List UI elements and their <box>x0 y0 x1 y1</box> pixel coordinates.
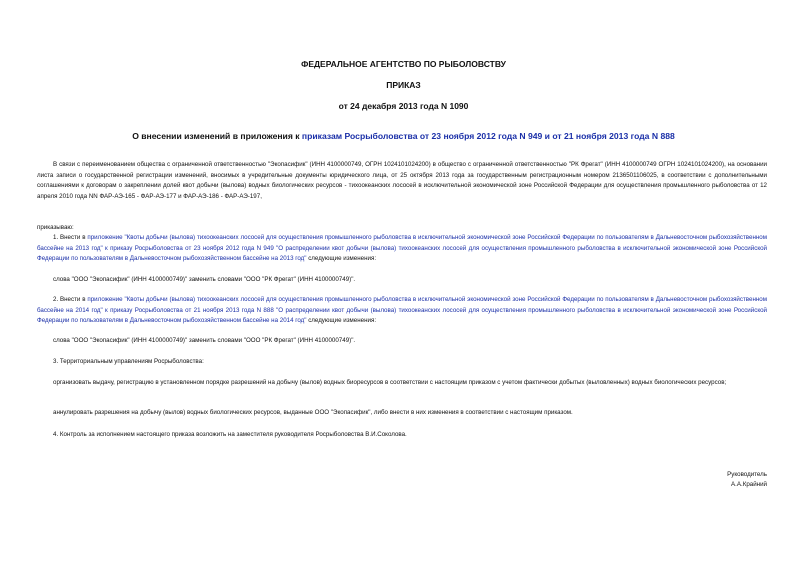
item-2-change: слова "ООО "Экопасифик" (ИНН 4100000749)" заменить словами "ООО "РК Фрегат" (ИНН 4100000749)". <box>53 337 356 344</box>
item-4: 4. Контроль за исполнением настоящего приказа возложить на заместителя руководителя Росрыболовства В.И.Соколова. <box>53 431 407 438</box>
subject-prefix: О внесении изменений в приложения к <box>132 131 302 141</box>
item-3-b: аннулировать разрешения на добычу (вылов) водных биологических ресурсов, выданные ООО "Экопасифик", либо внести в них изменения в соответствии с настоящим приказом. <box>53 409 573 416</box>
item-1-prefix: 1. Внести в <box>53 234 88 241</box>
item-1-suffix: следующие изменения: <box>306 255 377 263</box>
document-type: ПРИКАЗ <box>386 80 421 90</box>
item-1-change: слова "ООО "Экопасифик" (ИНН 4100000749)" заменить словами "ООО "РК Фрегат" (ИНН 4100000749)". <box>53 276 356 283</box>
subject-link[interactable]: приказам Росрыболовства от 23 ноября 2012 года N 949 и от 21 ноября 2013 года N 888 <box>301 131 675 141</box>
order-word: приказываю: <box>37 224 74 231</box>
agency-title: ФЕДЕРАЛЬНОЕ АГЕНТСТВО ПО РЫБОЛОВСТВУ <box>301 59 506 69</box>
document-date: от 24 декабря 2013 года N 1090 <box>338 101 469 111</box>
item-2 <box>37 295 767 327</box>
document-subject <box>0 131 807 141</box>
item-3-a: организовать выдачу, регистрацию в установленном порядке разрешений на добычу (вылов) водных биоресурсов в соответствии с настоящим приказом с учетом фактически добытых (выловленных) водных биологических ресурсов; <box>53 379 727 386</box>
item-3: 3. Территориальным управлениям Росрыболовства: <box>53 358 204 365</box>
item-2-link[interactable]: приложение "Квоты добычи (вылова) тихоокеанских лососей для осуществления промышленного рыболовства в исключительной экономической зоне Российской Федерации по пользователям в Дальневосточном рыбохозяйственном бассейне на 2014 год" к приказу Росрыболовства от 21 ноября 2013 года N 888 "О распределении квот добычи (вылова) тихоокеанских лососей для осуществления промышленного рыболовства в исключительной экономической зоне Российской Федерации по пользователям в Дальневосточном рыбохозяйственном бассейне на 2014 год" <box>37 296 767 325</box>
signature-position: Руководитель <box>727 471 767 478</box>
signature-name: А.А.Крайний <box>731 481 767 488</box>
item-1-link[interactable]: приложение "Квоты добычи (вылова) тихоокеанских лососей для осуществления промышленного рыболовства в исключительной экономической зоне Российской Федерации по пользователям в Дальневосточном рыбохозяйственном бассейне на 2013 год" к приказу Росрыболовства от 23 ноября 2012 года N 949 "О распределении квот добычи (вылова) тихоокеанских лососей для осуществления промышленного рыболовства в исключительной экономической зоне Российской Федерации по пользователям в Дальневосточном рыбохозяйственном бассейне на 2013 год" <box>37 234 767 263</box>
item-1 <box>37 233 767 265</box>
item-2-suffix: следующие изменения: <box>306 317 377 325</box>
item-2-prefix: 2. Внести в <box>53 296 88 303</box>
preamble-paragraph: В связи с переименованием общества с ограниченной ответственностью "Экопасифик" (ИНН 4100000749, ОГРН 1024101024200) в общество с ограниченной ответственностью "РК Фрегат" (ИНН 4100000749 ОГРН 1024101024200), на основании листа записи о государственной регистрации изменений, вносимых в учредительные документы юридического лица, от 25 октября 2013 года за государственным регистрационным номером 2136501106025, в соответствии с дополнительными соглашениями к договорам о закреплении долей квот добычи (вылова) водных биологических ресурсов - тихоокеанских лососей в исключительной экономической зоне Российской Федерации для осуществления промышленного рыболовства от 12 апреля 2010 года NN ФАР-АЭ-165 - ФАР-АЭ-177 и ФАР-АЭ-186 - ФАР-АЭ-197, <box>37 161 767 200</box>
